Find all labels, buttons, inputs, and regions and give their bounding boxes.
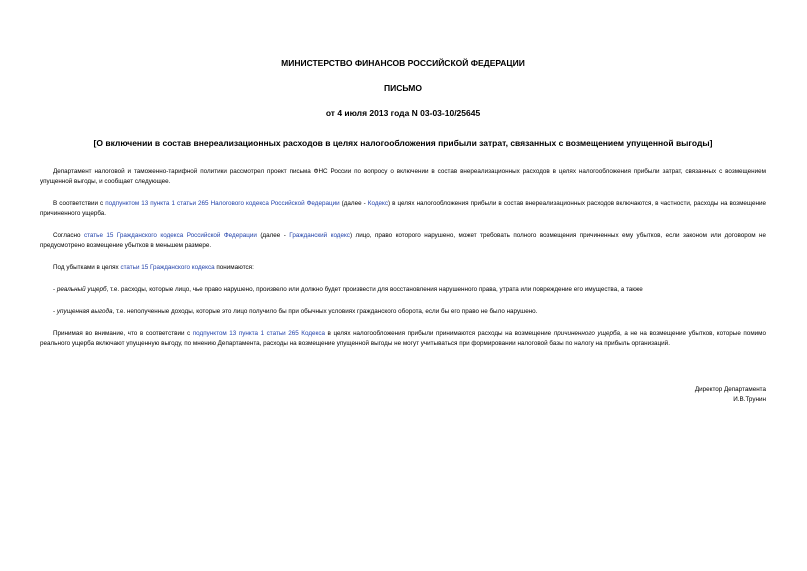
paragraph-3-text-c: ) лицо, право которого нарушено, может требовать полного возмещения причиненных ему убытков, если законом или договором не предусмотрено возмещение убытков в меньшем размере. bbox=[40, 232, 766, 249]
link-gk-15-short[interactable]: статьи 15 Гражданского кодекса bbox=[120, 264, 215, 271]
paragraph-3-text-a: Согласно bbox=[53, 232, 84, 239]
signature-position: Директор Департамента bbox=[694, 386, 766, 393]
document-type: ПИСЬМО bbox=[384, 83, 422, 93]
document bbox=[40, 0, 766, 405]
document-date-number: от 4 июля 2013 года N 03-03-10/25645 bbox=[325, 108, 481, 118]
paragraph-7 bbox=[40, 329, 766, 349]
paragraph-6-text: , т.е. неполученные доходы, которые это лицо получило бы при обычных условиях гражданского оборота, если бы его право не было нарушено. bbox=[112, 308, 538, 315]
link-gk-15[interactable]: статье 15 Гражданского кодекса Российской Федерации bbox=[83, 232, 257, 239]
link-kodeks[interactable]: Кодекс bbox=[367, 200, 388, 207]
paragraph-2 bbox=[40, 199, 766, 219]
paragraph-3-text-b: (далее - bbox=[256, 232, 290, 239]
paragraph-5-text: , т.е. расходы, которые лицо, чье право нарушено, произвело или должно будет произвести для восстановления нарушенного права, утрата или повреждение его имущества, а также bbox=[106, 286, 643, 293]
link-nk-265[interactable]: подпунктом 13 пункта 1 статьи 265 Налогового кодекса Российской Федерации bbox=[105, 200, 340, 207]
paragraph-2-text-b: (далее - bbox=[339, 200, 368, 207]
paragraph-2-text-a: В соответствии с bbox=[53, 200, 106, 207]
paragraph-1 bbox=[40, 167, 766, 187]
paragraph-3 bbox=[40, 231, 766, 251]
paragraph-7-text-a: Принимая во внимание, что в соответствии с bbox=[53, 330, 193, 337]
link-kodeks-265[interactable]: подпунктом 13 пункта 1 статьи 265 Кодекса bbox=[192, 330, 325, 337]
signature-block bbox=[40, 385, 766, 405]
paragraph-5-dash: - bbox=[53, 286, 57, 293]
paragraph-6-dash: - bbox=[53, 308, 57, 315]
signature-name: И.В.Трунин bbox=[733, 396, 766, 403]
paragraph-7-text-c: , а не на возмещение убытков, которые помимо реального ущерба включают упущенную выгоду, по мнению Департамента, расходы на возмещение упущенной выгоды не могут учитываться при формировании налоговой базы по налогу на прибыль организаций. bbox=[40, 330, 766, 347]
paragraph-1-text: Департамент налоговой и таможенно-тарифной политики рассмотрел проект письма ФНС России по вопросу о включении в состав внереализационных расходов в целях налогообложения прибыли затрат, связанных с возмещением упущенной выгоды, и сообщает следующее. bbox=[40, 168, 766, 185]
term-real-damage: реальный ущерб bbox=[56, 286, 107, 293]
term-lost-profit: упущенная выгода bbox=[56, 308, 113, 315]
term-caused-damage: причиненного ущерба bbox=[553, 330, 621, 337]
ministry-heading: МИНИСТЕРСТВО ФИНАНСОВ РОССИЙСКОЙ ФЕДЕРАЦИИ bbox=[281, 58, 525, 68]
paragraph-6 bbox=[40, 307, 766, 317]
paragraph-4 bbox=[40, 263, 766, 273]
paragraph-4-text-b: понимаются: bbox=[214, 264, 254, 271]
paragraph-4-text-a: Под убытками в целях bbox=[53, 264, 121, 271]
document-subject: [О включении в состав внереализационных расходов в целях налогообложения прибыли затрат, связанных с возмещением упущенной выгоды] bbox=[93, 138, 713, 148]
paragraph-7-text-b: в целях налогообложения прибыли принимаются расходы на возмещение bbox=[324, 330, 554, 337]
paragraph-2-text-c: ) в целях налогообложения прибыли в состав внереализационных расходов включаются, в частности, расходы на возмещение причиненного ущерба. bbox=[40, 200, 767, 217]
paragraph-5 bbox=[40, 285, 766, 295]
link-gk[interactable]: Гражданский кодекс bbox=[289, 232, 350, 239]
